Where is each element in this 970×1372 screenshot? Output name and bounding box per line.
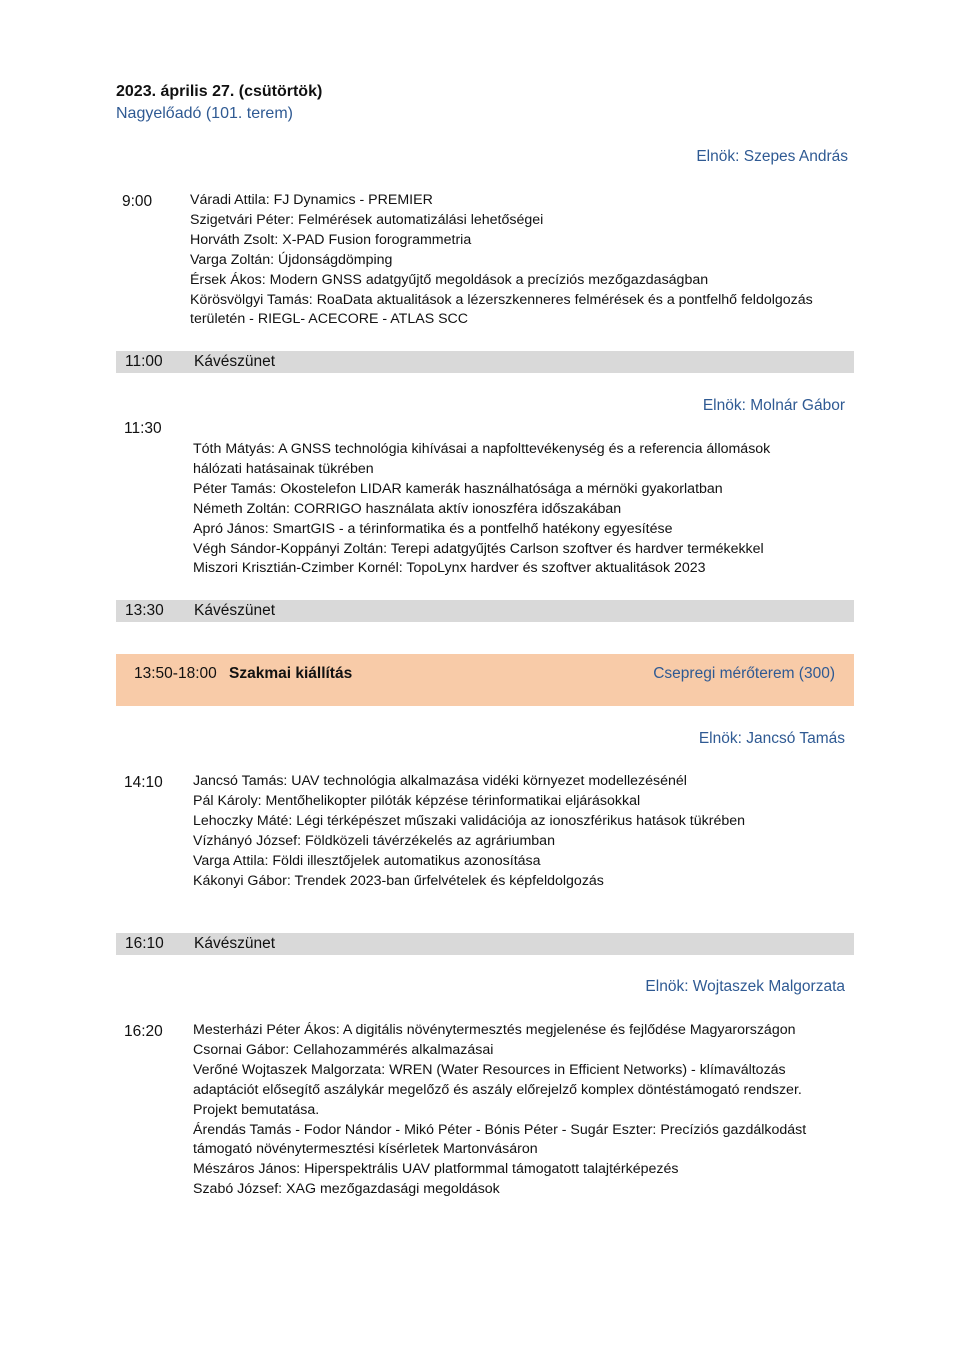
talk-item: Végh Sándor-Koppányi Zoltán: Terepi adatgyűjtés Carlson szoftver és hardver termékekkel: [193, 540, 764, 557]
break-time: 13:30: [125, 602, 164, 619]
talk-item: Érsek Ákos: Modern GNSS adatgyűjtő megoldások a precíziós mezőgazdaságban: [190, 271, 709, 288]
talk-item: Árendás Tamás - Fodor Nándor - Mikó Péter - Bónis Péter - Sugár Eszter: Precíziós gazdálkodást: [193, 1121, 807, 1138]
talk-item: Szigetvári Péter: Felmérések automatizálási lehetőségei: [190, 211, 544, 228]
talk-item: támogató növénytermesztési kísérletek Martonvásáron: [193, 1141, 538, 1158]
session-chair: Elnök: Molnár Gábor: [702, 397, 845, 414]
talk-item: Horváth Zsolt: X-PAD Fusion forogrammetria: [190, 231, 472, 248]
talk-item: Németh Zoltán: CORRIGO használata aktív ionoszféra időszakában: [193, 500, 622, 517]
session-time: 14:10: [124, 774, 163, 791]
talk-item: területén - RIEGL- ACECORE - ATLAS SCC: [190, 311, 469, 328]
talk-item: Apró János: SmartGIS - a térinformatika és a pontfelhő hatékony egyesítése: [193, 520, 673, 537]
talk-item: Kákonyi Gábor: Trendek 2023-ban űrfelvételek és képfeldolgozás: [193, 872, 604, 889]
exhibition-label: Szakmai kiállítás: [229, 665, 353, 682]
talk-item: Váradi Attila: FJ Dynamics - PREMIER: [190, 192, 433, 208]
session-chair: Elnök: Szepes András: [696, 148, 848, 165]
coffee-break-row: [116, 933, 854, 955]
break-time: 16:10: [125, 935, 164, 952]
talk-item: Csornai Gábor: Cellahozammérés alkalmazásai: [193, 1041, 494, 1058]
talk-list: [190, 191, 813, 330]
talk-list: [193, 440, 770, 579]
exhibition-row: [116, 654, 854, 706]
session-chair: Elnök: Wojtaszek Malgorzata: [645, 978, 845, 995]
talk-item: Szabó József: XAG mezőgazdasági megoldások: [193, 1181, 500, 1198]
talk-item: hálózati hatásainak tükrében: [193, 460, 374, 477]
exhibition-time: 13:50-18:00: [134, 665, 217, 682]
talk-item: Verőné Wojtaszek Malgorzata: WREN (Water Resources in Efficient Networks) - klímaváltozás: [193, 1061, 786, 1078]
session-time: 16:20: [124, 1023, 163, 1040]
exhibition-location: Csepregi mérőterem (300): [653, 665, 835, 682]
break-label: Kávészünet: [194, 353, 275, 370]
session-time: 11:30: [124, 420, 162, 437]
talk-item: Péter Tamás: Okostelefon LIDAR kamerák használhatósága a mérnöki gyakorlatban: [193, 480, 723, 497]
talk-item: Mészáros János: Hiperspektrális UAV platformmal támogatott talajtérképezés: [193, 1161, 679, 1178]
talk-item: Varga Attila: Földi illesztőjelek automatikus azonosítása: [193, 852, 541, 869]
coffee-break-row: [116, 600, 854, 622]
talk-item: Miszori Krisztián-Czimber Kornél: TopoLynx hardver és szoftver aktualitások 2023: [193, 560, 706, 577]
talk-item: Varga Zoltán: Újdonságdömping: [190, 251, 393, 268]
talk-item: Körösvölgyi Tamás: RoaData aktualitások a lézerszkenneres felmérések és a pontfelhő feldolgozás: [190, 291, 813, 308]
break-label: Kávészünet: [194, 935, 275, 952]
talk-list: [193, 1021, 806, 1200]
session-chair: Elnök: Jancsó Tamás: [698, 730, 845, 747]
coffee-break-row: [116, 351, 854, 373]
talk-item: Projekt bemutatása.: [193, 1101, 320, 1118]
talk-item: Pál Károly: Mentőhelikopter pilóták képzése térinformatikai eljárásokkal: [193, 792, 641, 809]
session-time: 9:00: [122, 193, 153, 210]
talk-item: Vízhányó József: Földközeli távérzékelés az agráriumban: [193, 832, 555, 849]
break-label: Kávészünet: [194, 602, 275, 619]
talk-item: Mesterházi Péter Ákos: A digitális növénytermesztés megjelenése és fejlődése Magyarországon: [193, 1022, 796, 1038]
talk-item: Jancsó Tamás: UAV technológia alkalmazása vidéki környezet modellezésénél: [193, 773, 687, 789]
talk-item: adaptációt elősegítő aszálykár megelőző és aszály előrejelző komplex döntéstámogató rendszer.: [193, 1081, 802, 1098]
talk-item: Tóth Mátyás: A GNSS technológia kihívásai a napfolttevékenység és a referencia állomások: [193, 441, 771, 457]
room-name: Nagyelőadó (101. terem): [116, 105, 293, 122]
break-time: 11:00: [125, 353, 163, 370]
talk-item: Lehoczky Máté: Légi térképészet műszaki validációja az ionoszférikus hatások tükrében: [193, 812, 746, 829]
page-date: 2023. április 27. (csütörtök): [116, 83, 323, 100]
talk-list: [193, 772, 745, 891]
